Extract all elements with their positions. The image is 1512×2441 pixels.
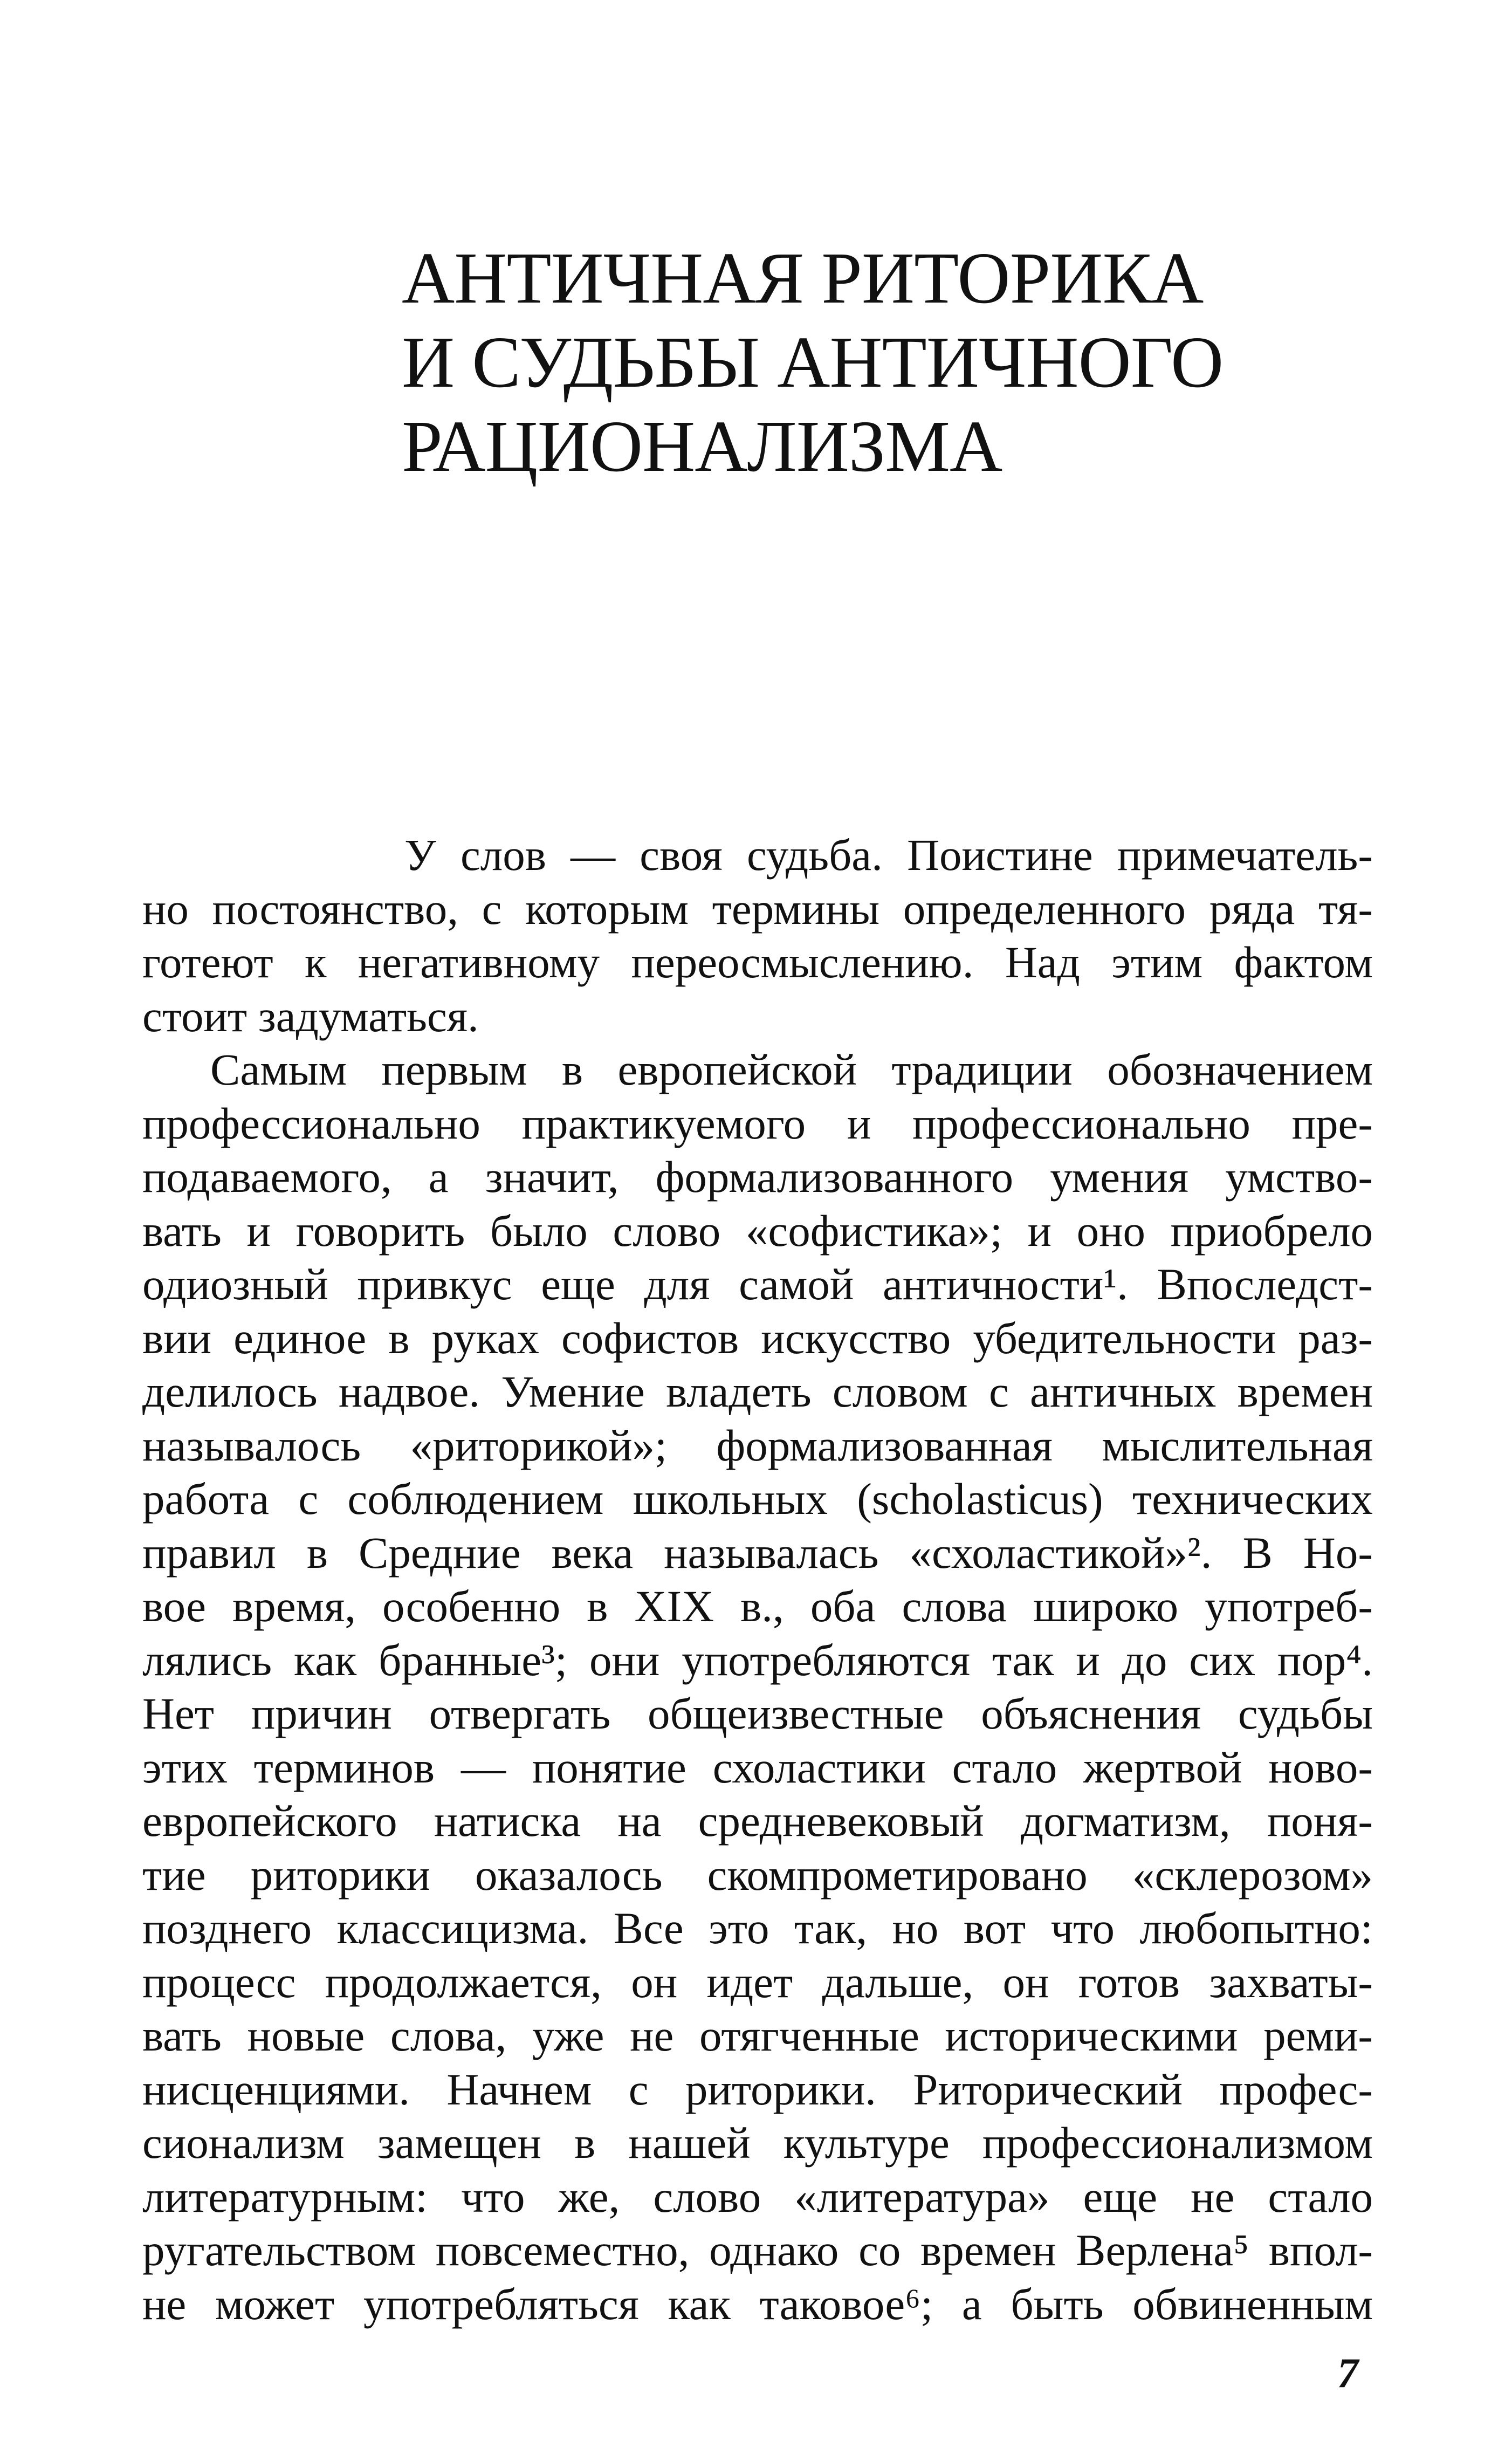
text-line: Нет причин отвергать общеизвестные объяснения судьбы	[142, 1689, 1373, 1738]
text-line: правил в Средние века называлась «схоластикой»². В Но-	[142, 1527, 1373, 1578]
text-line: вать и говорить было слово «софистика»; и оно приобрело	[142, 1205, 1373, 1256]
chapter-title-line: РАЦИОНАЛИЗМА	[402, 406, 1002, 487]
text-line: одиозный привкус еще для самой античности¹. Впоследст-	[142, 1259, 1373, 1309]
text-line: сионализм замещен в нашей культуре профессионализмом	[142, 2118, 1373, 2168]
text-line: вать новые слова, уже не отягченные историческими реми-	[142, 2011, 1373, 2060]
text-line: делилось надвое. Умение владеть словом с античных времен	[142, 1367, 1373, 1416]
chapter-title-line: АНТИЧНАЯ РИТОРИКА	[402, 238, 1204, 319]
text-line: У слов — своя судьба. Поистине примечатель-	[404, 830, 1373, 880]
text-line: готеют к негативному переосмыслению. Над этим фактом	[142, 937, 1373, 987]
text-line: нисценциями. Начнем с риторики. Риторический профес-	[142, 2064, 1373, 2114]
text-line: вии единое в руках софистов искусство убедительности раз-	[142, 1313, 1373, 1363]
text-line: работа с соблюдением школьных (scholasticus) технических	[142, 1474, 1373, 1524]
paragraph	[142, 828, 1373, 1043]
chapter-title-line: И СУДЬБЫ АНТИЧНОГО	[402, 322, 1224, 403]
text-line: европейского натиска на средневековый догматизм, поня-	[142, 1796, 1373, 1846]
chapter-title	[402, 236, 1399, 489]
page-number: 7	[1337, 2349, 1358, 2396]
text-line: не может употребляться как таковое⁶; а быть обвиненным	[142, 2279, 1373, 2329]
text-line: ругательством повсеместно, однако со времен Верлена⁵ впол-	[142, 2225, 1373, 2275]
text-line: литературным: что же, слово «литература» еще не стало	[142, 2171, 1373, 2221]
text-line: Самым первым в европейской традиции обозначением	[210, 1045, 1373, 1094]
text-line: называлось «риторикой»; формализованная мыслительная	[142, 1420, 1373, 1470]
text-line: этих терминов — понятие схоластики стало жертвой ново-	[142, 1742, 1373, 1792]
text-line: вое время, особенно в XIX в., оба слова широко употреб-	[142, 1581, 1373, 1631]
text-line: профессионально практикуемого и профессионально пре-	[142, 1098, 1373, 1148]
text-line: тие риторики оказалось скомпрометировано «склерозом»	[142, 1849, 1373, 1900]
text-line: позднего классицизма. Все это так, но вот что любопытно:	[142, 1903, 1373, 1953]
text-line: лялись как бранные³; они употребляются так и до сих пор⁴.	[142, 1635, 1373, 1685]
paragraph	[142, 1043, 1373, 2331]
text-line: подаваемого, а значит, формализованного умения умство-	[142, 1152, 1373, 1202]
text-line: процесс продолжается, он идет дальше, он готов захваты-	[142, 1957, 1373, 2007]
body-text	[142, 828, 1373, 2331]
text-line: стоит задуматься.	[142, 991, 479, 1041]
text-line: но постоянство, с которым термины определенного ряда тя-	[142, 883, 1373, 934]
